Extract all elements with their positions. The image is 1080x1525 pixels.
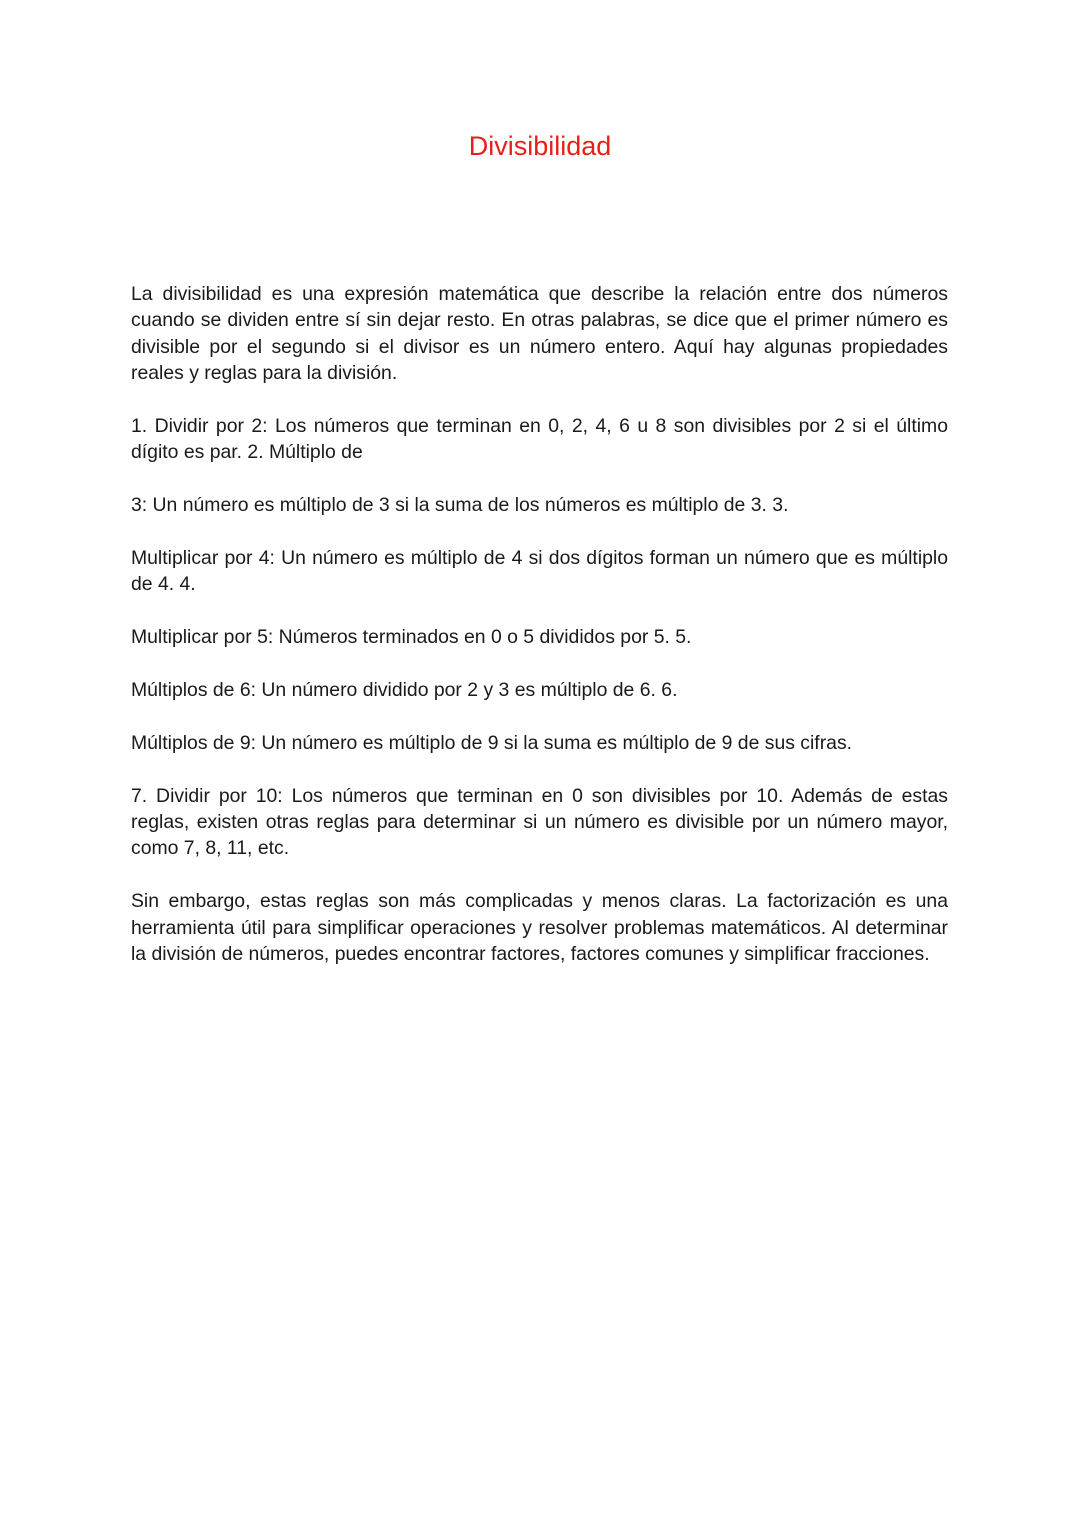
paragraph-rule-3: 3: Un número es múltiplo de 3 si la suma de los números es múltiplo de 3. 3.	[131, 494, 789, 517]
page-title: Divisibilidad	[468, 131, 612, 161]
paragraph-conclusion: Sin embargo, estas reglas son más complicadas y menos claras. La factorización es una herramienta útil para simplificar operaciones y resolver problemas matemáticos. Al determinar la división de números, puedes encontrar factores, factores comunes y simplificar fracciones.	[131, 890, 948, 966]
paragraph-rule-2: 1. Dividir por 2: Los números que terminan en 0, 2, 4, 6 u 8 son divisibles por 2 si el último dígito es par. 2. Múltiplo de	[131, 415, 948, 464]
document-body	[131, 281, 948, 994]
paragraph-rule-5: Multiplicar por 5: Números terminados en 0 o 5 divididos por 5. 5.	[131, 626, 692, 649]
paragraph-rule-4: Multiplicar por 4: Un número es múltiplo de 4 si dos dígitos forman un número que es múltiplo de 4. 4.	[131, 547, 948, 596]
paragraph-rule-6: Múltiplos de 6: Un número dividido por 2 y 3 es múltiplo de 6. 6.	[131, 679, 678, 702]
paragraph-rule-10: 7. Dividir por 10: Los números que terminan en 0 son divisibles por 10. Además de estas reglas, existen otras reglas para determinar si un número es divisible por un número mayor, como 7, 8, 11, etc.	[131, 784, 948, 860]
paragraph-rule-9: Múltiplos de 9: Un número es múltiplo de 9 si la suma es múltiplo de 9 de sus cifras.	[131, 731, 853, 754]
paragraph-intro: La divisibilidad es una expresión matemática que describe la relación entre dos números cuando se dividen entre sí sin dejar resto. En otras palabras, se dice que el primer número es divisible por el segundo si el divisor es un número entero. Aquí hay algunas propiedades reales y reglas para la división.	[131, 283, 948, 385]
